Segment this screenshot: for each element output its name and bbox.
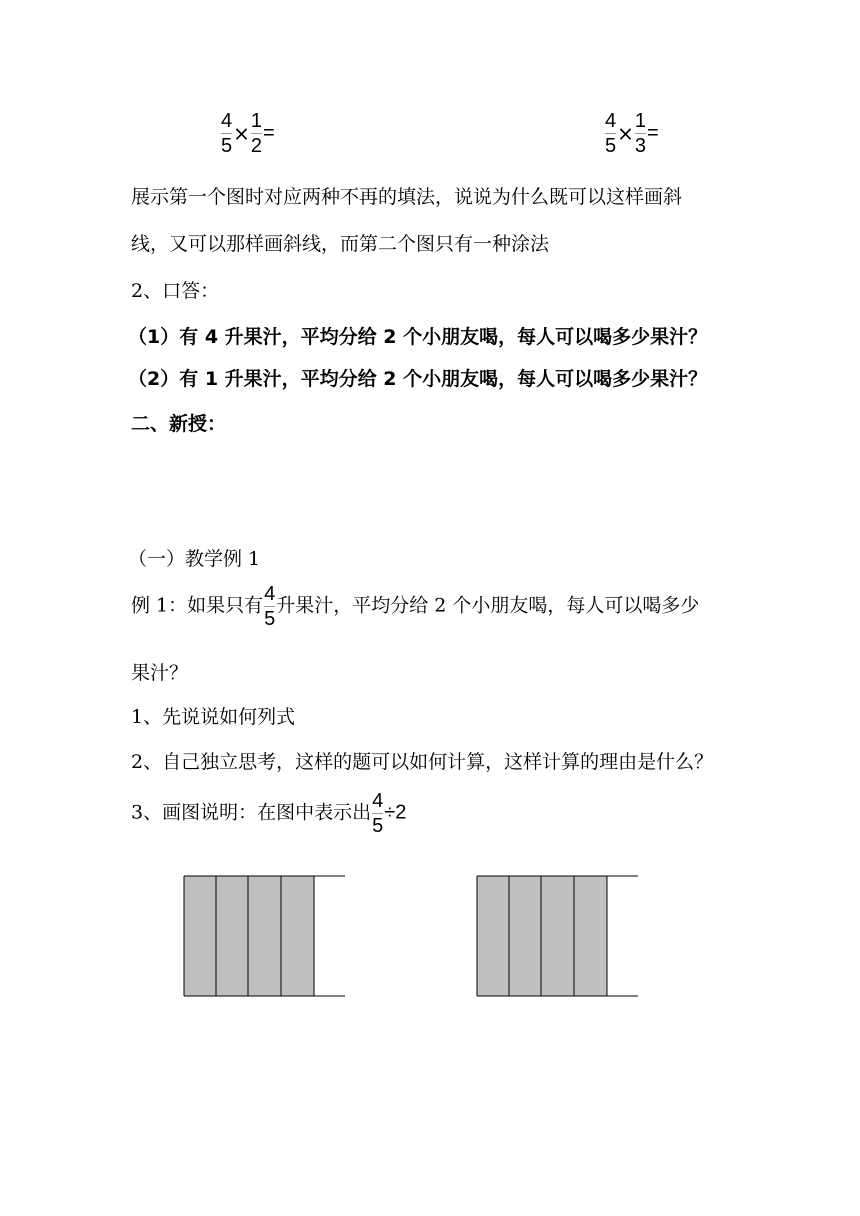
formula-left bbox=[220, 110, 275, 157]
formula-right bbox=[604, 110, 659, 157]
fraction: $\frac{4}{5}$ bbox=[372, 790, 384, 837]
multiply-sign: × bbox=[617, 121, 634, 146]
paragraph-line: 线，又可以那样画斜线，而第二个图只有一种涂法 bbox=[131, 233, 550, 255]
shaded-area bbox=[184, 876, 314, 996]
multiply-sign: × bbox=[233, 121, 250, 146]
fraction: $\frac{4}{5}$ bbox=[221, 110, 233, 157]
equals-sign: = bbox=[647, 122, 659, 144]
step-3: 3、画图说明：在图中表示出 $\frac{4}{5}$ ÷2 bbox=[131, 790, 407, 837]
step-1: 1、先说说如何列式 bbox=[131, 706, 296, 728]
example-subheading: （一）教学例 1 bbox=[128, 548, 261, 570]
equals-sign: = bbox=[263, 122, 275, 144]
oral-question-1: （1）有 4 升果汁，平均分给 2 个小朋友喝，每人可以喝多少果汁？ bbox=[128, 326, 708, 348]
paragraph-line: 展示第一个图时对应两种不再的填法，说说为什么既可以这样画斜 bbox=[131, 186, 683, 208]
fraction-diagram-right bbox=[473, 872, 643, 1002]
fraction-diagram-left bbox=[180, 872, 350, 1002]
example-line-1: 例 1：如果只有 $\frac{4}{5}$ 升果汁，平均分给 2 个小朋友喝，每人可以喝多少 bbox=[131, 583, 700, 630]
fraction: $\frac{4}{5}$ bbox=[264, 583, 276, 630]
oral-question-2: （2）有 1 升果汁，平均分给 2 个小朋友喝，每人可以喝多少果汁？ bbox=[128, 368, 708, 390]
step-2: 2、自己独立思考，这样的题可以如何计算，这样计算的理由是什么？ bbox=[131, 751, 714, 773]
fraction: $\frac{1}{2}$ bbox=[250, 110, 263, 157]
fraction: $\frac{4}{5}$ bbox=[605, 110, 617, 157]
oral-heading: 2、口答： bbox=[131, 280, 220, 302]
example-line-2: 果汁？ bbox=[131, 662, 189, 684]
shaded-area bbox=[477, 876, 607, 996]
section-heading: 二、新授： bbox=[131, 413, 227, 435]
fraction: $\frac{1}{3}$ bbox=[634, 110, 647, 157]
